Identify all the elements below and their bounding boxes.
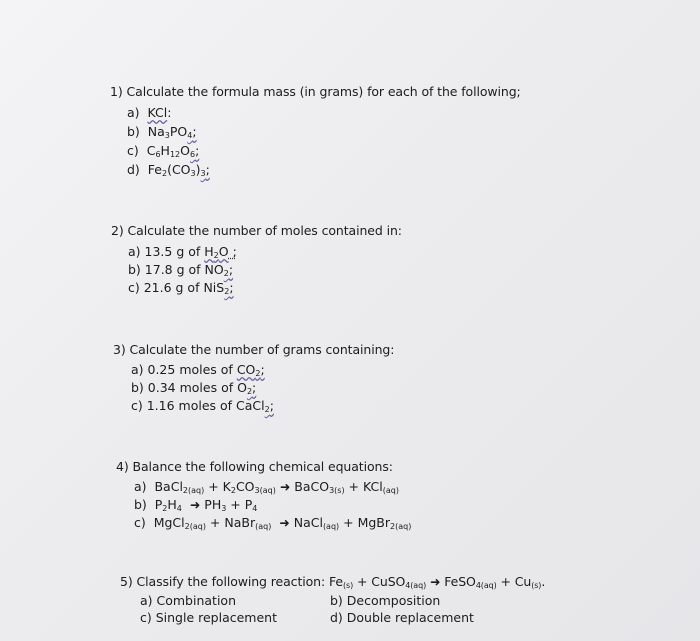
q1-item-b: b) $Na_3PO_4$; [127,124,197,140]
q4-equation-b: b) $P_2H_4$ ➜ $PH_3 + P_4$ [134,497,258,513]
q4-equation-c: c) MgCl$_{2(aq)}$ + NaBr$_{(aq)}$ ➜ NaCl$_{(aq)}$ + MgBr$_{2(aq)}$ [134,515,412,531]
q2-item-a: a) 13.5 g of $H_2O$ ; [128,244,237,260]
question-2 [111,225,402,238]
question-5 [120,576,545,590]
question-1 [110,86,521,99]
q5-option-b: b) Decomposition [330,593,441,608]
q2-item-b: b) 17.8 g of $NO_2$; [128,262,234,278]
q5-option-a: a) Combination [140,593,236,608]
q5-option-d: d) Double replacement [330,610,474,625]
question-3-prompt: 3) Calculate the number of grams containing: [113,342,395,357]
q5-option-c: c) Single replacement [140,610,277,625]
q1-item-d: d) $Fe_2(CO_3)_3$; [127,162,210,178]
q1-item-c: c) $C_6H_{12}O_6$; [127,143,200,159]
question-4 [116,461,393,474]
question-5-prompt: 5) Classify the following reaction: $Fe_{(s)}$ + CuSO$_{4(aq)}$ ➜ FeSO$_{4(aq)}$ + $Cu_{(s)}$. [120,574,546,590]
question-3 [113,344,394,357]
q3-item-a: a) 0.25 moles of $CO_2$; [131,362,265,378]
q1-item-a: a) KCl: [127,105,172,120]
question-1-prompt: 1) Calculate the formula mass (in grams) for each of the following; [110,84,521,99]
q3-item-b: b) 0.34 moles of $O_2$; [131,380,257,396]
q3-item-c: c) 1.16 moles of CaCl$_2$; [131,398,274,414]
q4-equation-a: a) BaCl$_{2(aq)}$ + $K_2CO_{3(aq)}$ ➜ BaCO$_{3(s)}$ + KCl$_{(aq)}$ [134,479,399,495]
q2-item-c: c) 21.6 g of NiS$_2$; [128,280,234,296]
question-4-prompt: 4) Balance the following chemical equations: [116,459,393,474]
question-2-prompt: 2) Calculate the number of moles contained in: [111,223,402,238]
